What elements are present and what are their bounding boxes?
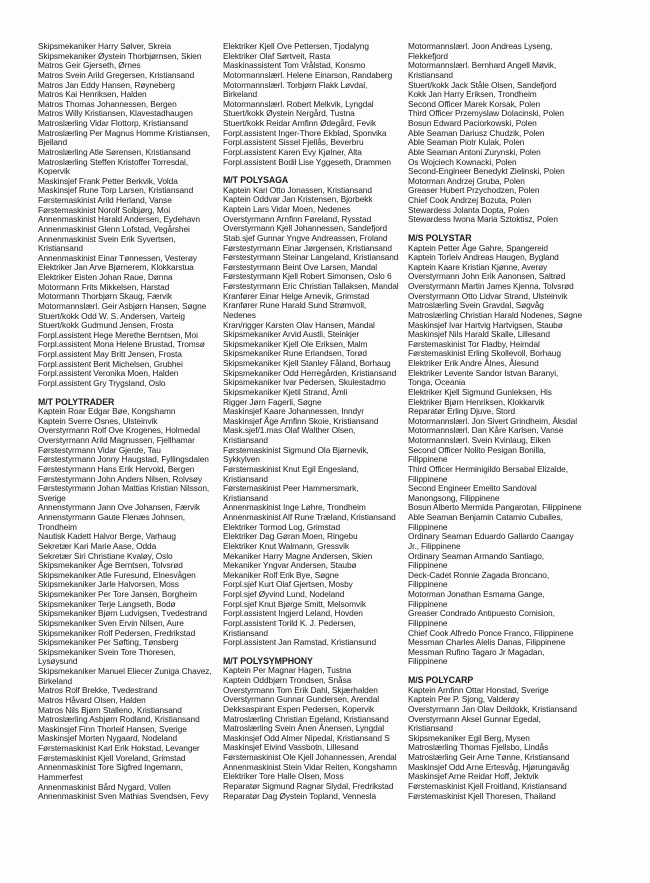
crew-entry-line: Kristiansand <box>223 435 268 445</box>
crew-entry-line: Os Wojciech Kownacki, Polen <box>408 156 517 167</box>
crew-entry-line: Kristiansand <box>408 723 453 734</box>
crew-entry-line: Motormannslærl. Robert Melkvik, Lyngdal <box>223 98 374 109</box>
crew-entry-line: Filippinene <box>408 617 448 628</box>
crew-entry-line: Førstemaskinist Norolf Solbjørg, Moi <box>38 204 171 215</box>
crew-entry-line: Annenstyrmann Jann Ove Johansen, Færvik <box>38 502 200 513</box>
crew-entry-line: Førstestyrmann Kjell Robert Simonsen, Oslo 6 <box>223 271 392 282</box>
crew-entry-line: Matroslærling Asbjørn Rodland, Kristiansand <box>38 714 200 725</box>
crew-entry-line: Chief Cook Alfredo Ponce Franco, Filippinene <box>408 627 574 638</box>
crew-entry-line: Motormannslærl. Bernhard Angell Møvik, <box>408 60 557 71</box>
crew-section <box>223 657 413 801</box>
crew-section <box>223 42 413 167</box>
crew-entry-line: Overstyrmann Jan Olav Deildokk, Kristiansand <box>408 703 577 714</box>
crew-entry-line: Skipsmekaniker Kjell Stanley Fåland, Borhaug <box>223 358 391 368</box>
crew-entry-line: Matros Thomas Johannessen, Bergen <box>38 98 177 109</box>
crew-entry-line: Skipsmekaniker Atle Furesund, Elnesvågen <box>38 569 196 580</box>
crew-entry-line: Motormannslærl. Geir Asbjørn Hansen, Søgne <box>38 300 207 311</box>
crew-entry-line: Forpl.assistent Veronika Moen, Halden <box>38 368 179 379</box>
crew-entry-line: Maskinsjef Odd Almer Nipedal, Kristiansand S <box>223 732 390 743</box>
crew-entry-line: Skipsmekaniker Per Tore Jansen, Borgheim <box>38 589 197 599</box>
crew-entry-line: Førstemaskinist Knut Egil Engesland, <box>223 463 359 474</box>
crew-entry-line: Kran/rigger Karsten Olav Hansen, Mandal <box>223 319 375 330</box>
crew-entry-line: Kaptein Kari Otto Jonassen, Kristiansand <box>223 184 372 195</box>
crew-entry-line: Manongsong, Filippinene <box>408 492 500 503</box>
crew-entry-line: Skipsmekaniker Kjell Ole Eriksen, Malm <box>223 338 368 349</box>
crew-entry-line: Kaptein Per Magnar Hagen, Tustna <box>223 665 352 676</box>
crew-entry-line: Forpl.assistent Bodil Lise Yggeseth, Drammen <box>223 156 391 167</box>
crew-entry-line: Skipsmekaniker Kjetil Strand, Åmli <box>223 386 348 397</box>
crew-entry-line: Reparatør Erling Djuve, Stord <box>408 406 516 417</box>
crew-entry-line: Førstestyrmann Vidar Gjerde, Tau <box>38 444 161 455</box>
crew-entry-line: Maskinsjef Ivar Hartvig Hartvigsen, Staubø <box>408 319 563 330</box>
crew-entry-line: Matros Håvard Olsen, Halden <box>38 694 146 705</box>
crew-entry-line: Annenmaskinist Sven Mathias Svendsen, Fevy <box>38 791 209 802</box>
crew-entry-line: Kranfører Einar Helge Arnevik, Grimstad <box>223 290 370 301</box>
crew-entry-line: Mekaniker Harry Magne Andersen, Skien <box>223 550 373 561</box>
crew-entry-line: Stuert/kokk Reidar Arnfinn Ødegård, Fevik <box>223 118 377 128</box>
crew-entry-line: Bosun Edward Paciorkowski, Polen <box>408 118 537 128</box>
crew-entry-line: Matroslærling Per Magnus Homme Kristiansen, <box>38 127 210 138</box>
crew-entry-line: Førstemaskinist Kjell Thoresen, Thailand <box>408 790 556 801</box>
crew-entry-line: Elektriker Tore Halle Olsen, Moss <box>223 771 344 782</box>
crew-entry-line: Overstyrmann Martin James Kjenna, Tolvsrød <box>408 281 574 291</box>
crew-entry-line: Overstyrmann Tom Erik Dahl, Skjærhalden <box>223 684 378 695</box>
crew-entry-line: Annenmaskinist Bård Nygard, Vollen <box>38 781 171 792</box>
crew-entry-line: Førstemaskinist Peer Hammersmark, <box>223 483 359 494</box>
crew-entry-line: Førstestyrmann Einar Jørgensen, Kristiansand <box>223 242 392 253</box>
crew-entry-line: Able Seaman Dariusz Chudzik, Polen <box>408 127 545 138</box>
crew-entry-line: Able Seaman Antoni Zurynski, Polen <box>408 146 541 157</box>
crew-entry-line: Førstestyrmann Jonny Haugstad, Fyllingsdalen <box>38 454 209 465</box>
crew-entry-line: Annenstyrmann Gaute Flenæs Johnsen, <box>38 512 186 522</box>
crew-entry-line: Førstemaskinist Sigmund Ola Bjørnevik, <box>223 444 369 455</box>
crew-entry-line: Messman Charles Alelis Danas, Filippinene <box>408 637 566 648</box>
crew-entry-line: Matroslærling Thomas Fjellsbo, Lindås <box>408 742 549 753</box>
crew-entry-line: Sekretær Siri Christiane Kvaløy, Oslo <box>38 550 173 561</box>
crew-entry-line: Second Engineer Emelito Sandoval <box>408 483 537 494</box>
crew-entry-line: Second Officer Nolito Pesigan Bonilla, <box>408 444 546 455</box>
crew-entry-line: Hammerfest <box>38 771 83 782</box>
crew-entry-line: Forpl.assistent Sissel Fjellås, Beverbru <box>223 137 364 148</box>
crew-entry-line: Kaptein Roar Edgar Bøe, Kongshamn <box>38 406 176 417</box>
crew-entry-line: Sekretær Kari Marie Aase, Odda <box>38 540 157 551</box>
crew-entry-line: Messman Rufino Tagaro Jr Magadan, <box>408 646 545 657</box>
crew-entry-line: Kristiansand <box>223 492 268 503</box>
crew-entry-line: Matros Svein Arild Gregersen, Kristiansand <box>38 69 195 80</box>
column-middle <box>223 42 413 801</box>
crew-entry-line: Skipsmekaniker Harry Sølver, Skreia <box>38 41 172 51</box>
crew-entry-line: Tonga, Oceania <box>408 377 466 388</box>
crew-entry-line: Stuert/kokk Jack Ståle Olsen, Sandefjord <box>408 79 557 90</box>
crew-entry-line: Filippinene <box>408 560 448 571</box>
crew-entry-line: Førstemaskinist Kjell Froitland, Kristiansand <box>408 780 567 791</box>
crew-entry-line: Maskinsjef Eivind Vassbotn, Lillesand <box>223 742 359 753</box>
section-title: M/T POLYTRADER <box>38 396 115 407</box>
crew-entry-line: Maskinsjef Nils Harald Skalle, Lillesand <box>408 329 550 340</box>
crew-entry-line: Maskinsjef Finn Thorleif Hansen, Sverige <box>38 723 187 734</box>
crew-entry-line: Førstestyrmann Hans Erik Hervold, Bergen <box>38 463 195 474</box>
crew-entry-line: Birkeland <box>223 89 258 100</box>
crew-entry-line: Kaptein Sverre Osnes, Ulsteinvik <box>38 415 158 426</box>
crew-entry-line: Matroslærling Christian Egeland, Kristiansand <box>223 713 389 724</box>
crew-entry-line: Maskinassistent Tom Vrålstad, Konsmo <box>223 60 366 71</box>
crew-entry-line: Førstestyrmann John Anders Nilsen, Rolvsøy <box>38 473 203 484</box>
crew-entry-line: Motormann Frits Mikkelsen, Harstad <box>38 281 170 292</box>
crew-entry-line: Skipsmekaniker Rune Erlandsen, Torød <box>223 348 367 359</box>
crew-entry-line: Motormannslærl. Svein Kvinlaug, Eiken <box>408 435 551 445</box>
crew-entry-line: Able Seaman Benjamin Catamio Cuballes, <box>408 512 563 522</box>
crew-entry-line: Skipsmekaniker Arvid Austli, Steinkjer <box>223 329 360 340</box>
column-left <box>38 42 226 802</box>
crew-entry-line: Flekkefjord <box>408 50 448 61</box>
crew-entry-line: Kaptein Arnfinn Ottar Honstad, Sverige <box>408 684 549 695</box>
crew-entry-line: Skipsmekaniker Ivar Pedersen, Skulestadmo <box>223 377 386 388</box>
crew-entry-line: Skipsmekaniker Rolf Pedersen, Fredrikstad <box>38 627 196 638</box>
crew-entry-line: Elektriker Tormod Log, Grimstad <box>223 521 341 532</box>
crew-entry-line: Stuert/kokk Odd W. S. Andersen, Varteig <box>38 310 185 321</box>
crew-entry-line: Førstestyrmann Steinar Langeland, Kristiansand <box>223 252 399 263</box>
crew-entry-line: Filippinene <box>408 579 448 590</box>
crew-entry-line: Førstestyrmann Eric Christian Tallaksen, Mandal <box>223 281 399 291</box>
crew-entry-line: Kristiansand <box>223 627 268 638</box>
column-right <box>408 42 610 801</box>
crew-entry-line: Elektriker Olaf Sørtveit, Rasta <box>223 50 331 61</box>
crew-entry-line: Filippinene <box>408 454 448 465</box>
crew-entry-line: Forpl.assistent Karen Evy Kjølner, Alta <box>223 146 362 157</box>
crew-section <box>38 42 226 389</box>
crew-entry-line: Kaptein Petter Åge Gahre, Spangereid <box>408 242 548 253</box>
crew-entry-line: Matroslærling Steffen Kristoffer Torresdal, <box>38 156 189 167</box>
crew-entry-line: Skipsmekaniker Odd Herregården, Kristiansand <box>223 367 397 378</box>
crew-section <box>408 676 610 801</box>
crew-entry-line: Matros Kai Henriksen, Halden <box>38 89 147 100</box>
crew-entry-line: Førstestyrmann Johan Mattias Kristian Nilsson, <box>38 483 210 494</box>
crew-entry-line: Kristiansand <box>38 243 83 254</box>
crew-entry-line: Motorman Jonathan Esmama Gange, <box>408 589 545 599</box>
crew-entry-line: Greaser Hubert Przychodzen, Polen <box>408 185 540 196</box>
crew-entry-line: Kokk Jan Harry Eriksen, Trondheim <box>408 89 537 100</box>
crew-entry-line: Overstyrmann John Erik Aanonsen, Saltrød <box>408 271 566 282</box>
crew-entry-line: Trondheim <box>38 521 77 532</box>
crew-entry-line: Kopervik <box>38 166 70 177</box>
crew-entry-line: Elektriker Kjell Sigmund Gunleksen, His <box>408 386 552 397</box>
crew-entry-line: Stab.sjef Gunnar Yngve Andreassen, Froland <box>223 232 388 243</box>
crew-entry-line: Third Officer Przemyslaw Dolacinski, Polen <box>408 108 564 119</box>
crew-entry-line: Annenmaskinist Alf Rune Træland, Kristiansand <box>223 512 396 522</box>
crew-entry-line: Mekaniker Rolf Erik Bye, Søgne <box>223 569 339 580</box>
crew-entry-line: Nautisk Kadett Halvor Berge, Varhaug <box>38 531 176 542</box>
crew-entry-line: Førstemaskinist Tor Fladby, Heimdal <box>408 338 540 349</box>
crew-entry-line: Reparatør Sigmund Ragnar Slydal, Fredrikstad <box>223 780 394 791</box>
crew-entry-line: Forpl.assistent Mona Helene Brustad, Tromsø <box>38 339 205 350</box>
crew-section <box>408 42 610 225</box>
crew-entry-line: Skipsmekaniker Manuel Eliecer Zuniga Chavez, <box>38 666 212 676</box>
crew-entry-line: Matroslærling Svein Gravdal, Søgvåg <box>408 300 544 311</box>
crew-entry-line: Overstyrmann Gunnar Gundersen, Arendal <box>223 694 380 705</box>
crew-section <box>38 398 226 802</box>
crew-entry-line: Motorman Andrzej Gruba, Polen <box>408 175 525 186</box>
section-title: M/S POLYCARP <box>408 675 474 685</box>
crew-entry-line: Matroslærling Atle Sørensen, Kristiansand <box>38 146 191 157</box>
crew-entry-line: Elektriker Bjørn Henriksen, Klokkarvik <box>408 396 545 407</box>
crew-entry-line: Kaptein Lars Vidar Moen, Nedenes <box>223 204 351 214</box>
crew-entry-line: Forpl.assistent Inger-Thore Ekblad, Sponvika <box>223 127 387 138</box>
crew-entry-line: Forpl.assistent Jan Ramstad, Kristiansund <box>223 637 377 648</box>
crew-entry-line: Forpl.sjef Knut Bjørge Smitt, Melsomvik <box>223 598 366 609</box>
crew-entry-line: Kristiansand <box>408 69 453 80</box>
crew-section <box>223 176 413 648</box>
crew-entry-line: Matroslærling Vidar Flottorp, Kristiansand <box>38 118 188 128</box>
crew-entry-line: Førstemaskinist Erling Skollevoll, Borhaug <box>408 348 561 359</box>
crew-entry-line: Førstemaskinist Arild Herland, Vanse <box>38 195 172 205</box>
crew-entry-line: Førstestyrmann Beint Ove Larsen, Mandal <box>223 261 378 272</box>
crew-entry-line: Annenmaskinist Einar Tønnessen, Vesterøy <box>38 252 197 263</box>
crew-entry-line: Elektriker Kjell Ove Pettersen, Tjodalyng <box>223 41 369 51</box>
crew-entry-line: Motormann Thorbjørn Skaug, Færvik <box>38 291 172 302</box>
crew-entry-line: Elektriker Jan Arve Bjørnerem, Klokkarstua <box>38 262 194 273</box>
crew-entry-line: Overstyrmann Arild Magnussen, Fjellhamar <box>38 435 195 445</box>
crew-entry-line: Forpl.assistent Gry Trygsland, Oslo <box>38 377 166 388</box>
crew-entry-line: Annenmaskinist Svein Erik Syvertsen, <box>38 233 176 244</box>
crew-entry-line: Stuert/kokk Øystein Nergård, Tustna <box>223 108 355 119</box>
section-title: M/T POLYSYMPHONY <box>223 655 313 666</box>
crew-entry-line: Skipsmekaniker Egil Berg, Mysen <box>408 732 530 743</box>
crew-entry-line: Nedenes <box>223 309 256 320</box>
crew-entry-line: Kaptein Oddbjørn Trondsen, Snåsa <box>223 675 352 685</box>
crew-entry-line: Lysøysund <box>38 656 78 667</box>
crew-entry-line: Sykkylven <box>223 454 260 465</box>
crew-entry-line: Stuert/kokk Gudmund Jensen, Frosta <box>38 320 174 331</box>
crew-entry-line: Maskinsjef Odd Arne Ertesvåg, Hjørungavåg <box>408 761 570 772</box>
crew-entry-line: Second-Engineer Benedykt Zielinski, Polen <box>408 166 565 177</box>
crew-entry-line: Kaptein Torleiv Andreas Haugen, Bygland <box>408 252 559 263</box>
crew-entry-line: Forpl.assistent Berit Michelsen, Grubhei <box>38 358 183 369</box>
crew-entry-line: Chief Cook Andrzej Bozuta, Polen <box>408 195 532 205</box>
crew-entry-line: Overstyrmann Rolf Ove Krogenes, Holmedal <box>38 425 200 436</box>
crew-entry-line: Skipsmekaniker Per Søfting, Tønsberg <box>38 637 179 648</box>
crew-entry-line: Bosun Alberto Mermida Pangarotan, Filippinene <box>408 502 582 513</box>
crew-entry-line: Kristiansand <box>223 473 268 484</box>
crew-entry-line: Stewardess Iwona Maria Sztoktisz, Polen <box>408 214 558 225</box>
crew-entry-line: Kaptein Oddvar Jan Kristensen, Bjorbekk <box>223 194 373 205</box>
crew-entry-line: Sverige <box>38 492 66 503</box>
crew-entry-line: Deck-Cadet Ronnie Zagada Broncano, <box>408 569 550 580</box>
crew-entry-line: Rigger Jørn Fagerli, Søgne <box>223 396 322 407</box>
crew-entry-line: Maskinsjef Rune Torp Larsen, Kristiansand <box>38 185 194 196</box>
crew-entry-line: Motormannslærl. Jon Sivert Grindheim, Åksdal <box>408 415 577 426</box>
crew-entry-line: Annenmaskinist Stein Vidar Reiten, Kongshamn <box>223 761 397 772</box>
crew-entry-line: Forpl.assistent May Britt Jensen, Frosta <box>38 349 182 359</box>
crew-entry-line: Mekaniker Yngvar Andersen, Staubø <box>223 560 357 571</box>
crew-entry-line: Forpl.assistent Hege Merethe Berntsen, Moi <box>38 329 198 340</box>
crew-entry-line: Mask.sjef/1.mas Olaf Walther Olsen, <box>223 425 356 436</box>
crew-entry-line: Matroslærling Geir Arne Tønne, Kristiansand <box>408 752 570 762</box>
crew-entry-line: Annenmaskinist Harald Andersen, Eydehavn <box>38 214 200 225</box>
section-title: M/T POLYSAGA <box>223 175 289 186</box>
crew-entry-line: Skipsmekaniker Svein Tore Thoresen, <box>38 646 176 657</box>
crew-entry-line: Overstyrmann Otto Lidvar Strand, Ulsteinvik <box>408 290 568 301</box>
crew-entry-line: Motormannslærl. Torbjørn Flakk Løvdal, <box>223 79 368 90</box>
crew-entry-line: Dekksaspirant Espen Pedersen, Kopervik <box>223 703 374 714</box>
crew-entry-line: Elektriker Dag Gøran Moen, Ringebu <box>223 531 358 542</box>
crew-entry-line: Forpl.assistent Torild K. J. Pedersen, <box>223 617 356 628</box>
crew-entry-line: Maskinsjef Arne Reidar Hoff, Jektvik <box>408 771 539 782</box>
crew-entry-line: Elektriker Erik Andre Ålnes, Ålesund <box>408 358 539 368</box>
crew-entry-line: Overstyrmann Aksel Gunnar Egedal, <box>408 713 541 724</box>
crew-section <box>408 234 610 667</box>
crew-entry-line: Motormannslærl. Dan Kåre Karlsen, Vanse <box>408 425 564 436</box>
crew-entry-line: Maskinsjef Kaare Johannessen, Inndyr <box>223 406 364 417</box>
crew-entry-line: Maskinsjef Morten Nygaard, Nodeland <box>38 733 178 744</box>
crew-entry-line: Ordinary Seaman Eduardo Gallardo Caangay <box>408 531 574 542</box>
crew-entry-line: Matros Jan Eddy Hansen, Røyneberg <box>38 79 175 90</box>
crew-entry-line: Skipsmekaniker Øystein Thorbjørnsen, Skien <box>38 50 202 61</box>
crew-entry-line: Ordinary Seaman Armando Santiago, <box>408 550 545 561</box>
crew-entry-line: Førstemaskinist Ole Kjell Johannessen, Arendal <box>223 752 397 762</box>
crew-entry-line: Filippinene <box>408 656 448 667</box>
crew-entry-line: Overstyrmann Arnfinn Føreland, Rysstad <box>223 213 372 224</box>
crew-entry-line: Motormannslærl. Joon Andreas Lyseng, <box>408 41 553 51</box>
crew-entry-line: Overstyrmann Kjell Johannessen, Sandefjord <box>223 223 388 234</box>
crew-entry-line: Reparatør Dag Øystein Topland, Vennesla <box>223 790 377 801</box>
crew-entry-line: Annenmaskinist Tore Sigfred Ingemann, <box>38 762 183 773</box>
crew-entry-line: Filippinene <box>408 473 448 484</box>
crew-entry-line: Skipsmekaniker Bjørn Ludvigsen, Tvedestrand <box>38 608 207 619</box>
crew-entry-line: Bjelland <box>38 137 68 148</box>
crew-entry-line: Able Seaman Piotr Kulak, Polen <box>408 137 525 148</box>
crew-entry-line: Matros Willy Kristiansen, Klavestadhaugen <box>38 108 193 119</box>
crew-entry-line: Kranfører Rune Harald Sund Strømvoll, <box>223 300 367 311</box>
crew-entry-line: Annenmaskinist Inge Løhre, Trondheim <box>223 502 366 513</box>
crew-entry-line: Maskinsjef Åge Arnfinn Skoie, Kristiansand <box>223 415 379 426</box>
crew-entry-line: Birkeland <box>38 675 73 686</box>
crew-entry-line: Elektriker Eisten Johan Raue, Dønna <box>38 272 173 282</box>
crew-entry-line: Førstemaskinist Karl Erik Hokstad, Levanger <box>38 743 200 753</box>
section-title: M/S POLYSTAR <box>408 232 472 243</box>
crew-entry-line: Kaptein Kaare Kristian Kjønne, Averøy <box>408 261 548 272</box>
crew-entry-line: Skipsmekaniker Sven Ervin Nilsen, Aure <box>38 617 184 628</box>
crew-entry-line: Forpl.assistent Ingjerd Leland, Hovden <box>223 608 363 619</box>
crew-entry-line: Kaptein Per P. Sjong, Valderøy <box>408 694 520 705</box>
crew-entry-line: Matros Nils Bjørn Stalleno, Kristiansand <box>38 704 182 715</box>
crew-entry-line: Stewardess Jolanta Dopta, Polen <box>408 204 529 215</box>
crew-entry-line: Matros Rolf Brekke, Tvedestrand <box>38 685 158 696</box>
crew-entry-line: Forpl.sjef Øyvind Lund, Nodeland <box>223 589 345 599</box>
crew-entry-line: Second Officer Marek Korsak, Polen <box>408 98 541 109</box>
crew-entry-line: Jr., Filippinene <box>408 540 461 551</box>
crew-entry-line: Greaser Condrado Antipuesto Comision, <box>408 608 555 619</box>
crew-entry-line: Forpl.sjef Kurt Olaf Gjertsen, Mosby <box>223 579 353 590</box>
crew-entry-line: Filippinene <box>408 521 448 532</box>
crew-entry-line: Annenmaskinist Glenn Lofstad, Vegårshei <box>38 223 190 234</box>
crew-entry-line: Filippinene <box>408 598 448 609</box>
crew-entry-line: Motormannslærl. Helene Einarson, Randaberg <box>223 69 393 80</box>
crew-entry-line: Third Officer Herminigildo Bersabal Elizalde, <box>408 463 568 474</box>
crew-entry-line: Førstemaskinist Kjell Voreland, Grimstad <box>38 752 186 763</box>
crew-entry-line: Maskinsjef Frank Petter Berkvik, Volda <box>38 175 178 186</box>
crew-entry-line: Skipsmekaniker Terje Langseth, Bodø <box>38 598 176 609</box>
crew-entry-line: Matros Geir Gjerseth, Ørnes <box>38 60 141 71</box>
crew-entry-line: Skipsmekaniker Åge Berntsen, Tolvsrød <box>38 560 183 571</box>
crew-entry-line: Matroslærling Svein Ånen Ånensen, Lyngdal <box>223 723 385 734</box>
crew-entry-line: Skipsmekaniker Jarle Halvorsen, Moss <box>38 579 179 590</box>
crew-entry-line: Matroslærling Christian Harald Nodenes, Søgne <box>408 309 583 320</box>
crew-entry-line: Elektriker Knut Walmann, Gressvik <box>223 540 349 551</box>
crew-entry-line: Elektriker Levente Sandor Istvan Baranyi, <box>408 367 559 378</box>
